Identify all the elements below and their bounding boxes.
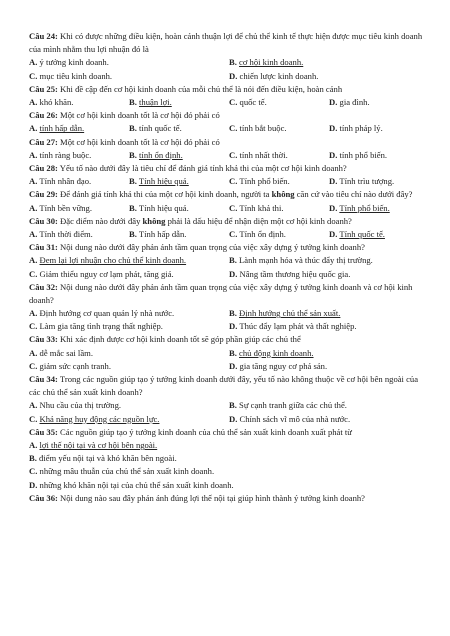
answer-option[interactable] [129, 122, 229, 135]
option-text: gia đình. [339, 96, 370, 107]
answer-option[interactable] [329, 96, 429, 109]
option-letter: C. [229, 176, 238, 187]
option-letter: A. [29, 228, 38, 239]
question-number: Câu 29: [29, 189, 58, 200]
option-row [29, 70, 429, 83]
answer-option[interactable] [129, 202, 229, 215]
question-number: Câu 31: [29, 242, 58, 253]
option-letter: B. [229, 255, 237, 266]
answer-option[interactable] [29, 228, 129, 241]
option-row [29, 268, 429, 281]
option-text: tính pháp lý. [339, 123, 383, 134]
correct-answer-text: Tính quốc tế. [339, 228, 385, 239]
question-stem [29, 241, 429, 254]
option-letter: A. [29, 308, 38, 319]
option-letter: B. [129, 176, 137, 187]
option-letter: A. [29, 255, 38, 266]
correct-answer-text: tính ổn định. [139, 149, 183, 160]
option-text: Tính khả thi. [239, 202, 284, 213]
question-text: Để đánh giá tính khả thi của một cơ hội kinh doanh, người ta [60, 189, 272, 200]
option-row [29, 479, 429, 492]
option-letter: C. [229, 202, 238, 213]
answer-option[interactable] [229, 96, 329, 109]
answer-option[interactable] [229, 228, 329, 241]
question-stem [29, 136, 429, 149]
answer-option[interactable] [329, 202, 429, 215]
option-text: Định hướng cơ quan quản lý nhà nước. [39, 308, 175, 319]
option-letter: D. [229, 413, 238, 424]
correct-answer-text: Định hướng chủ thể sản xuất. [239, 308, 341, 319]
answer-option[interactable] [29, 70, 229, 83]
option-text: tính nhất thời. [239, 149, 288, 160]
option-letter: B. [229, 400, 237, 411]
answer-option[interactable] [229, 268, 429, 281]
option-text: gia tăng nguy cơ phá sản. [239, 360, 328, 371]
option-letter: C. [229, 96, 238, 107]
option-text: mục tiêu kinh doanh. [39, 70, 113, 81]
question-number: Câu 34: [29, 374, 58, 385]
answer-option[interactable] [29, 479, 234, 492]
question-number: Câu 26: [29, 110, 58, 121]
question-text: căn cứ vào tiêu chí nào dưới đây? [294, 189, 413, 200]
option-letter: C. [29, 360, 38, 371]
option-letter: A. [29, 347, 38, 358]
question-stem [29, 373, 429, 399]
answer-option[interactable] [29, 452, 177, 465]
option-row [29, 360, 429, 373]
question-text: Khi có được những điều kiện, hoàn cảnh thuận lợi để chủ thể kinh tế thực hiện được mục tiêu kinh doanh của mình nhằm thu lợi nhuận đó là [29, 31, 423, 55]
option-letter: C. [29, 268, 38, 279]
option-text: Tính ổn định. [239, 228, 286, 239]
question-text: Nội dung nào dưới đây phản ánh tầm quan trọng của việc xây dựng ý tưởng kinh doanh và cơ hội kinh doanh? [29, 281, 413, 305]
question-text: Khi đề cập đến cơ hội kinh doanh của mỗi chủ thể là nói đến điều kiện, hoàn cảnh [60, 83, 343, 94]
answer-option[interactable] [129, 149, 229, 162]
question-stem [29, 162, 429, 175]
option-letter: C. [29, 70, 38, 81]
option-row [29, 439, 429, 452]
question-text: Trong các nguồn giúp tạo ý tưởng kinh doanh dưới đây, yếu tố nào không thuộc về cơ hội bên ngoài của các chủ thể sản xuất kinh doanh? [29, 374, 419, 398]
question-stem [29, 281, 429, 307]
option-text: những mâu thuẫn của chủ thể sản xuất kinh doanh. [39, 466, 215, 477]
option-letter: D. [229, 360, 238, 371]
correct-answer-text: Đem lại lợi nhuận cho chủ thể kinh doanh. [39, 255, 187, 266]
option-letter: B. [129, 123, 137, 134]
question-text: Đặc điểm nào dưới đây [60, 215, 143, 226]
exam-document [29, 30, 429, 505]
option-letter: B. [229, 347, 237, 358]
option-letter: C. [229, 228, 238, 239]
option-row [29, 254, 429, 267]
question-text: Nội dung nào sau đây phản ánh đúng lợi thế nội tại giúp hình thành ý tưởng kinh doanh? [60, 492, 365, 503]
option-text: Tính hiệu quả. [138, 202, 189, 213]
answer-option[interactable] [229, 347, 429, 360]
option-letter: D. [329, 176, 338, 187]
answer-option[interactable] [329, 228, 429, 241]
option-letter: C. [229, 123, 238, 134]
option-row [29, 175, 429, 188]
answer-option[interactable] [229, 307, 429, 320]
answer-option[interactable] [329, 149, 429, 162]
question-text: Một cơ hội kinh doanh tốt là cơ hội đó phải có [60, 110, 220, 121]
option-letter: A. [29, 400, 38, 411]
option-letter: A. [29, 149, 38, 160]
option-letter: A. [29, 123, 38, 134]
option-letter: B. [129, 96, 137, 107]
correct-answer-text: chủ động kinh doanh. [239, 347, 314, 358]
option-text: Nhu cầu của thị trường. [39, 400, 122, 411]
question-stem [29, 83, 429, 96]
option-row [29, 413, 429, 426]
answer-option[interactable] [29, 254, 229, 267]
option-letter: D. [329, 228, 338, 239]
answer-option[interactable] [229, 413, 429, 426]
question-text: Nội dung nào dưới đây phản ánh tầm quan trọng của việc xây dựng ý tưởng kinh doanh? [60, 242, 365, 253]
question-number: Câu 32: [29, 281, 58, 292]
option-text: Chính sách vĩ mô của nhà nước. [239, 413, 351, 424]
option-letter: D. [229, 268, 238, 279]
option-letter: D. [329, 123, 338, 134]
answer-option[interactable] [29, 175, 129, 188]
option-text: tính ràng buộc. [39, 149, 92, 160]
option-text: Tính bền vững. [39, 202, 92, 213]
answer-option[interactable] [129, 96, 229, 109]
option-letter: A. [29, 96, 38, 107]
answer-option[interactable] [29, 268, 229, 281]
correct-answer-text: Khả năng huy động các nguồn lực. [39, 413, 160, 424]
question-stem [29, 30, 429, 56]
option-letter: A. [29, 176, 38, 187]
question-text: Các nguồn giúp tạo ý tưởng kinh doanh của chủ thể sản xuất kinh doanh xuất phát từ [60, 426, 352, 437]
answer-option[interactable] [29, 360, 229, 373]
option-letter: A. [29, 57, 38, 68]
correct-answer-text: Tính hiệu quả. [138, 176, 189, 187]
answer-option[interactable] [29, 439, 157, 452]
option-text: dễ mắc sai lầm. [39, 347, 93, 358]
question-emphasis: không [271, 189, 295, 200]
option-text: tính quốc tế. [139, 123, 182, 134]
answer-option[interactable] [229, 360, 429, 373]
answer-option[interactable] [229, 254, 429, 267]
option-row [29, 452, 429, 465]
option-letter: C. [229, 149, 238, 160]
option-row [29, 399, 429, 412]
option-row [29, 56, 429, 69]
question-stem [29, 492, 429, 505]
question-text: Một cơ hội kinh doanh tốt là cơ hội đó phải có [60, 136, 220, 147]
question-number: Câu 36: [29, 492, 58, 503]
correct-answer-text: thuận lợi. [139, 96, 172, 107]
question-number: Câu 35: [29, 426, 58, 437]
answer-option[interactable] [29, 320, 229, 333]
option-letter: B. [129, 149, 137, 160]
correct-answer-text: lợi thế nội tại và cơ hội bên ngoài. [39, 440, 158, 451]
option-text: Tính trìu tượng. [339, 176, 395, 187]
question-number: Câu 24: [29, 31, 58, 41]
answer-option[interactable] [29, 149, 129, 162]
option-text: Tính thời điểm. [39, 228, 93, 239]
option-text: Tính phổ biến. [239, 176, 290, 187]
answer-option[interactable] [329, 175, 429, 188]
option-row [29, 307, 429, 320]
option-letter: A. [29, 202, 38, 213]
question-stem [29, 333, 429, 346]
answer-option[interactable] [29, 347, 229, 360]
option-row [29, 122, 429, 135]
question-number: Câu 30: [29, 215, 58, 226]
option-text: chiến lược kinh doanh. [239, 70, 319, 81]
option-text: Giảm thiểu nguy cơ lạm phát, tăng giá. [39, 268, 174, 279]
answer-option[interactable] [229, 175, 329, 188]
option-letter: D. [29, 479, 38, 490]
option-letter: D. [229, 70, 238, 81]
answer-option[interactable] [29, 399, 229, 412]
correct-answer-text: tính hấp dẫn. [39, 123, 85, 134]
option-letter: D. [329, 96, 338, 107]
answer-option[interactable] [229, 122, 329, 135]
option-text: tính bắt buộc. [239, 123, 287, 134]
question-number: Câu 28: [29, 162, 58, 173]
question-emphasis: không [142, 215, 166, 226]
option-text: những khó khăn nội tại của chủ thể sản xuất kinh doanh. [39, 479, 234, 490]
question-stem [29, 109, 429, 122]
option-row [29, 320, 429, 333]
question-number: Câu 33: [29, 334, 58, 345]
answer-option[interactable] [229, 56, 429, 69]
question-number: Câu 25: [29, 83, 58, 94]
answer-option[interactable] [29, 413, 229, 426]
option-letter: B. [129, 228, 137, 239]
question-text: phải là dấu hiệu để nhận diện một cơ hội kinh doanh? [165, 215, 352, 226]
option-row [29, 96, 429, 109]
option-letter: B. [129, 202, 137, 213]
option-letter: D. [329, 149, 338, 160]
option-row [29, 465, 429, 478]
question-text: Yếu tố nào dưới đây là tiêu chí để đánh giá tính khả thi của một cơ hội kinh doanh? [59, 162, 347, 173]
option-row [29, 228, 429, 241]
answer-option[interactable] [129, 228, 229, 241]
option-text: Làm gia tăng tình trạng thất nghiệp. [39, 321, 163, 332]
answer-option[interactable] [29, 202, 129, 215]
answer-option[interactable] [129, 175, 229, 188]
option-text: Nâng tầm thương hiệu quốc gia. [239, 268, 351, 279]
answer-option[interactable] [29, 122, 129, 135]
option-text: khó khăn. [39, 96, 74, 107]
answer-option[interactable] [29, 96, 129, 109]
option-letter: A. [29, 440, 38, 451]
option-text: Lành mạnh hóa và thúc đẩy thị trường. [239, 255, 373, 266]
option-row [29, 149, 429, 162]
answer-option[interactable] [229, 202, 329, 215]
answer-option[interactable] [29, 465, 214, 478]
option-letter: C. [29, 413, 38, 424]
answer-option[interactable] [29, 307, 229, 320]
question-stem [29, 188, 429, 201]
option-letter: D. [229, 321, 238, 332]
question-text: Khi xác định được cơ hội kinh doanh tốt sẽ góp phần giúp các chủ thể [60, 334, 301, 345]
option-letter: B. [29, 453, 37, 464]
option-row [29, 202, 429, 215]
option-letter: D. [329, 202, 338, 213]
option-text: Sự cạnh tranh giữa các chủ thể. [239, 400, 347, 411]
option-letter: C. [29, 466, 38, 477]
option-text: tính phổ biến. [339, 149, 388, 160]
answer-option[interactable] [229, 320, 429, 333]
option-text: Tính nhân đạo. [39, 176, 92, 187]
option-text: quốc tế. [239, 96, 267, 107]
option-letter: B. [229, 57, 237, 68]
option-text: ý tưởng kinh doanh. [39, 57, 109, 68]
question-number: Câu 27: [29, 136, 58, 147]
correct-answer-text: Tính phổ biến. [339, 202, 390, 213]
question-stem [29, 426, 429, 439]
answer-option[interactable] [329, 122, 429, 135]
answer-option[interactable] [229, 399, 429, 412]
answer-option[interactable] [229, 70, 429, 83]
option-text: Tính hấp dẫn. [138, 228, 187, 239]
option-row [29, 347, 429, 360]
answer-option[interactable] [29, 56, 229, 69]
correct-answer-text: cơ hội kinh doanh. [239, 57, 304, 68]
option-text: giảm sức cạnh tranh. [39, 360, 111, 371]
question-stem [29, 215, 429, 228]
option-letter: C. [29, 321, 38, 332]
option-letter: B. [229, 308, 237, 319]
option-text: điểm yếu nội tại và khó khăn bên ngoài. [39, 453, 177, 464]
option-text: Thúc đẩy lạm phát và thất nghiệp. [239, 321, 357, 332]
answer-option[interactable] [229, 149, 329, 162]
